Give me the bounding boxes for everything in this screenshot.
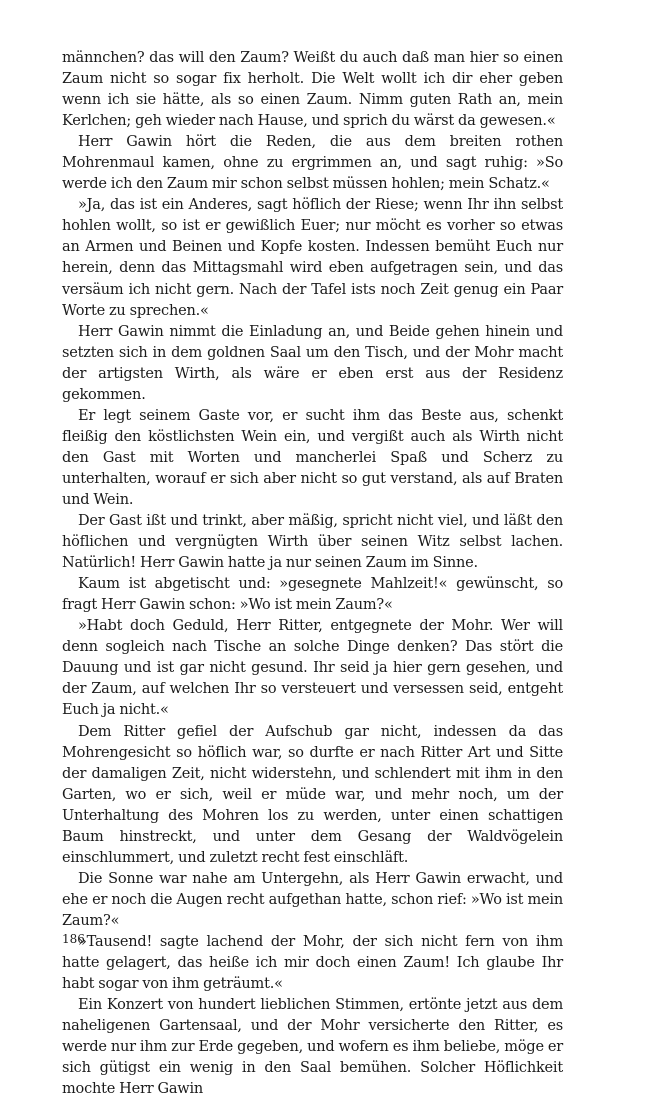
paragraph: »Habt doch Geduld, Herr Ritter, entgegnete der Mohr. Wer will denn sogleich nach Tische an solche Dinge denken? Das stört die Dauung und ist gar nicht gesund. Ihr seid ja hier gern gesehen, und der Zaum, auf welchen Ihr so versteuert und versessen seid, entgeht Euch ja nicht.« bbox=[62, 618, 563, 719]
page-number: 186 bbox=[62, 932, 85, 946]
paragraph: »Ja, das ist ein Anderes, sagt höflich der Riese; wenn Ihr ihn selbst hohlen wollt, so ist er gewißlich Euer; nur möcht es vorher so etwas an Armen und Beinen und Kopfe kosten. Indessen bemüht Euch nur herein, denn das Mittagsmahl wird eben aufgetragen sein, und das versäum ich nicht gern. Nach der Tafel ists noch Zeit genug ein Paar Worte zu sprechen.« bbox=[62, 197, 563, 319]
paragraph: Die Sonne war nahe am Untergehn, als Herr Gawin erwacht, und ehe er noch die Augen recht aufgethan hatte, schon rief: »Wo ist mein Zaum?« bbox=[62, 870, 563, 929]
paragraph: Dem Ritter gefiel der Aufschub gar nicht, indessen da das Mohrengesicht so höflich war, so durfte er nach Ritter Art und Sitte der damaligen Zeit, nicht widerstehn, und schlendert mit ihm in den Garten, wo er sich, weil er müde war, und mehr noch, um der Unterhaltung des Mohren los zu werden, unter einen schattigen Baum hinstreckt, und unter dem Gesang der Waldvögelein einschlummert, und zuletzt recht fest einschläft. bbox=[62, 723, 563, 866]
paragraph: männchen? das will den Zaum? Weißt du auch daß man hier so einen Zaum nicht so sogar fix herholt. Die Welt wollt ich dir eher geben wenn ich sie hätte, als so einen Zaum. Nimm guten Rath an, mein Kerlchen; geh wieder nach Hause, und sprich du wärst da gewesen.« bbox=[62, 50, 563, 130]
paragraph: »Tausend! sagte lachend der Mohr, der sich nicht fern von ihm hatte gelagert, das heiße ich mir doch einen Zaum! Ich glaube Ihr habt sogar von ihm geträumt.« bbox=[62, 933, 563, 993]
body-text bbox=[62, 48, 563, 1100]
paragraph: Er legt seinem Gaste vor, er sucht ihm das Beste aus, schenkt fleißig den köstlichsten Wein ein, und vergißt auch als Wirth nicht den Gast mit Worten und mancherlei Spaß und Scherz zu unterhalten, worauf er sich aber nicht so gut verstand, als auf Braten und Wein. bbox=[62, 407, 563, 508]
paragraph: Der Gast ißt und trinkt, aber mäßig, spricht nicht viel, und läßt den höflichen und vergnügten Wirth über seinen Witz selbst lachen. Natürlich! Herr Gawin hatte ja nur seinen Zaum im Sinne. bbox=[62, 513, 563, 572]
paragraph: Herr Gawin hört die Reden, die aus dem breiten rothen Mohrenmaul kamen, ohne zu ergrimmen an, und sagt ruhig: »So werde ich den Zaum mir schon selbst müssen hohlen; mein Schatz.« bbox=[62, 134, 563, 193]
paragraph: Ein Konzert von hundert lieblichen Stimmen, ertönte jetzt aus dem naheligenen Gartensaal, und der Mohr versicherte den Ritter, es werde nur ihm zur Erde gegeben, und wofern es ihm beliebe, möge er sich gütigst ein wenig in den Saal bemühen. Solcher Höflichkeit mochte Herr Gawin bbox=[62, 997, 563, 1098]
paragraph: Kaum ist abgetischt und: »gesegnete Mahlzeit!« gewünscht, so fragt Herr Gawin schon: »Wo ist mein Zaum?« bbox=[62, 576, 563, 614]
paragraph: Herr Gawin nimmt die Einladung an, und Beide gehen hinein und setzten sich in dem goldnen Saal um den Tisch, und der Mohr macht der artigsten Wirth, als wäre er eben erst aus der Residenz gekommen. bbox=[62, 323, 563, 403]
